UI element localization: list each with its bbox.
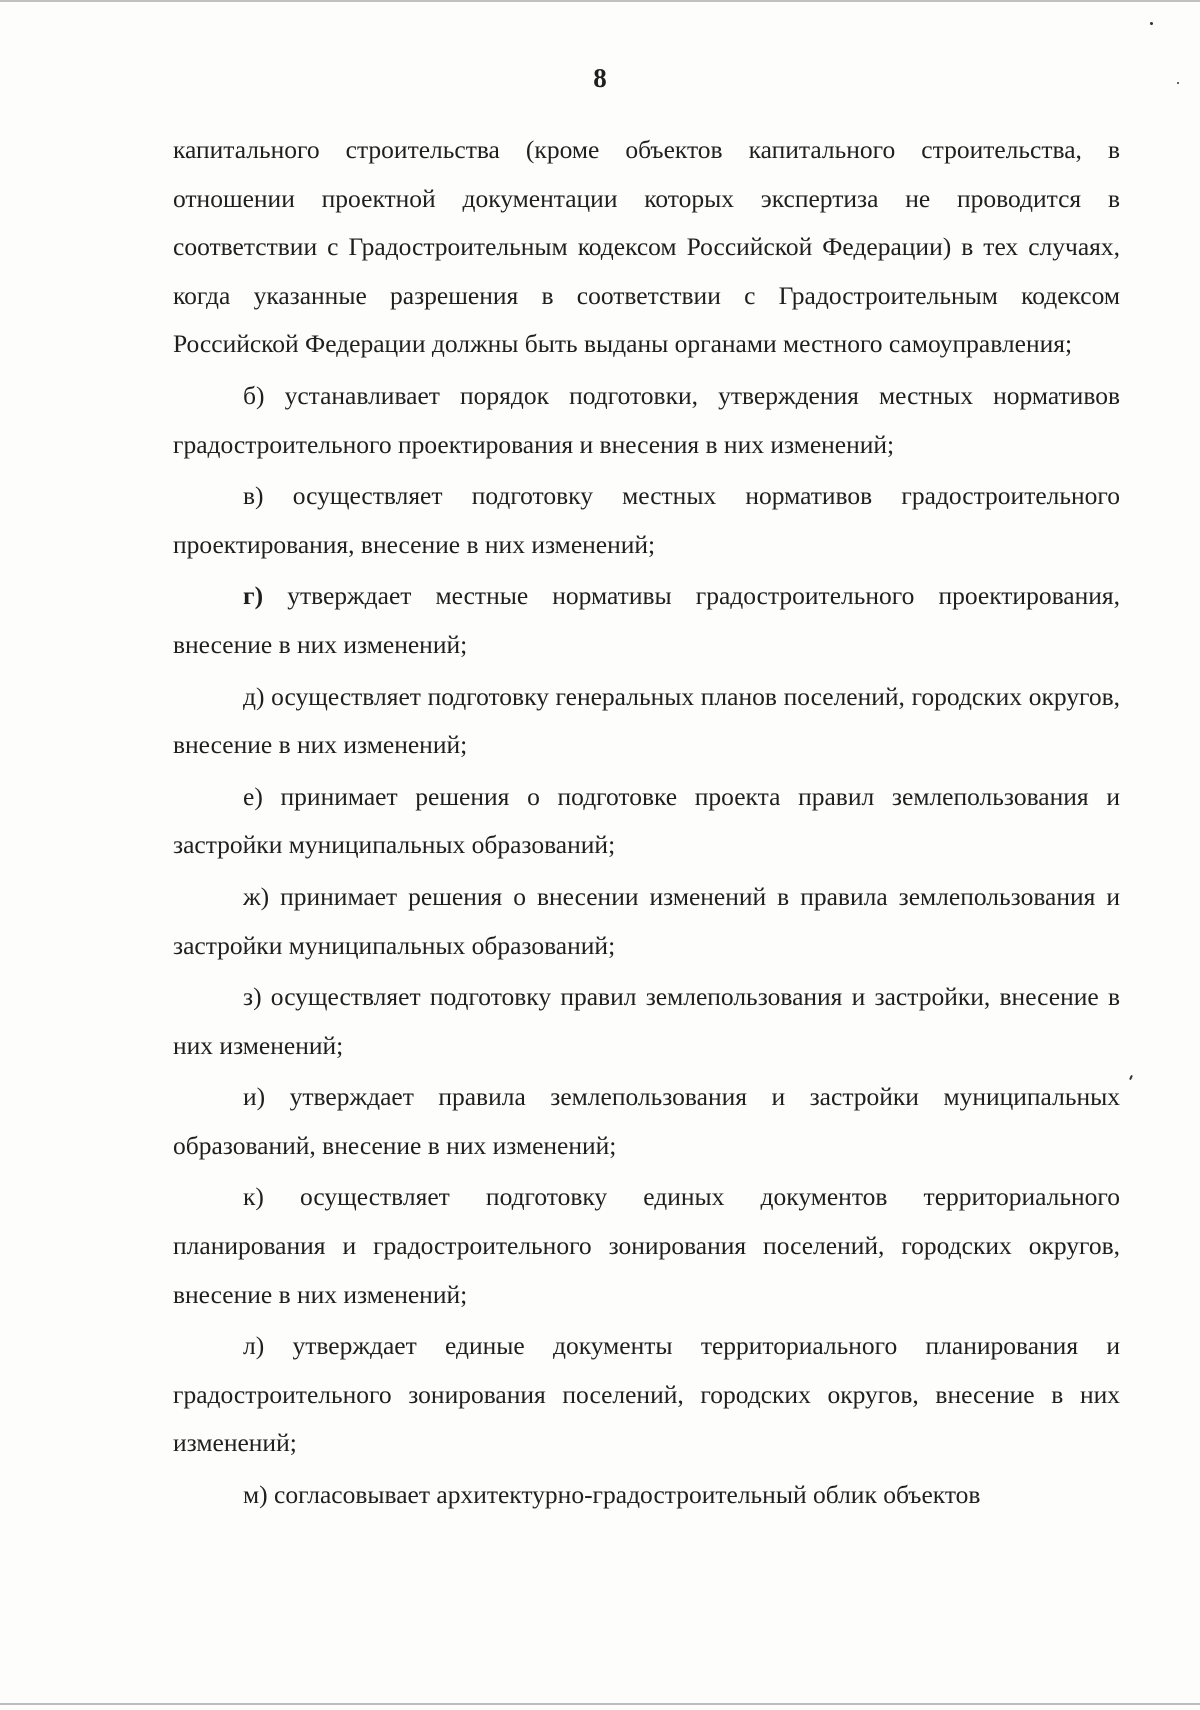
document-body — [173, 126, 1120, 1523]
scan-top-edge — [0, 0, 1200, 2]
paragraph-g — [173, 572, 1120, 669]
paragraph-text: капитального строительства (кроме объектов капитального строительства, в отношении проектной документации которых экспертиза не проводится в соответствии с Градостроительным кодексом Российской Федерации) в тех случаях, когда указанные разрешения в соответствии с Градостроительным кодексом Российской Федерации должны быть выданы органами местного самоуправления; — [173, 135, 1120, 359]
paragraph-m — [173, 1471, 1120, 1520]
paragraph-text: утверждает местные нормативы градостроительного проектирования, внесение в них изменений; — [173, 581, 1120, 659]
paragraph-i — [173, 1073, 1120, 1170]
page-number: 8 — [593, 63, 607, 93]
paragraph-v — [173, 472, 1120, 569]
paragraph-text: д) осуществляет подготовку генеральных планов поселений, городских округов, внесение в них изменений; — [173, 681, 1120, 760]
paragraph-text: и) утверждает правила землепользования и застройки муниципальных образований, внесение в них изменений; — [173, 1082, 1120, 1160]
paragraph-text: ж) принимает решения о внесении изменений в правила землепользования и застройки муниципальных образований; — [173, 881, 1120, 960]
paragraph-e — [173, 773, 1120, 870]
scan-speck — [1150, 22, 1153, 25]
paragraph-z — [173, 973, 1120, 1070]
scan-bottom-edge — [0, 1703, 1200, 1705]
paragraph-d — [173, 673, 1120, 770]
paragraph-text: е) принимает решения о подготовке проекта правил землепользования и застройки муниципальных образований; — [173, 781, 1120, 860]
paragraph-text: в) осуществляет подготовку местных нормативов градостроительного проектирования, внесение в них изменений; — [173, 481, 1120, 559]
paragraph-k — [173, 1173, 1120, 1319]
paragraph-text: к) осуществляет подготовку единых документов территориального планирования и градостроительного зонирования поселений, городских округов, внесение в них изменений; — [173, 1182, 1120, 1309]
scan-speck — [1129, 1075, 1133, 1080]
paragraph-text: з) осуществляет подготовку правил землепользования и застройки, внесение в них изменений; — [173, 982, 1120, 1060]
paragraph-text: м) согласовывает архитектурно-градостроительный облик объектов — [243, 1480, 981, 1510]
paragraph-b — [173, 372, 1120, 469]
paragraph-l — [173, 1322, 1120, 1468]
paragraph-a-continuation — [173, 126, 1120, 369]
paragraph-text: л) утверждает единые документы территориального планирования и градостроительного зонирования поселений, городских округов, внесение в них изменений; — [173, 1331, 1120, 1458]
paragraph-zh — [173, 873, 1120, 970]
scan-speck — [1177, 82, 1179, 84]
paragraph-text: б) устанавливает порядок подготовки, утверждения местных нормативов градостроительного проектирования и внесения в них изменений; — [173, 380, 1120, 459]
paragraph-marker: г) — [243, 581, 264, 611]
